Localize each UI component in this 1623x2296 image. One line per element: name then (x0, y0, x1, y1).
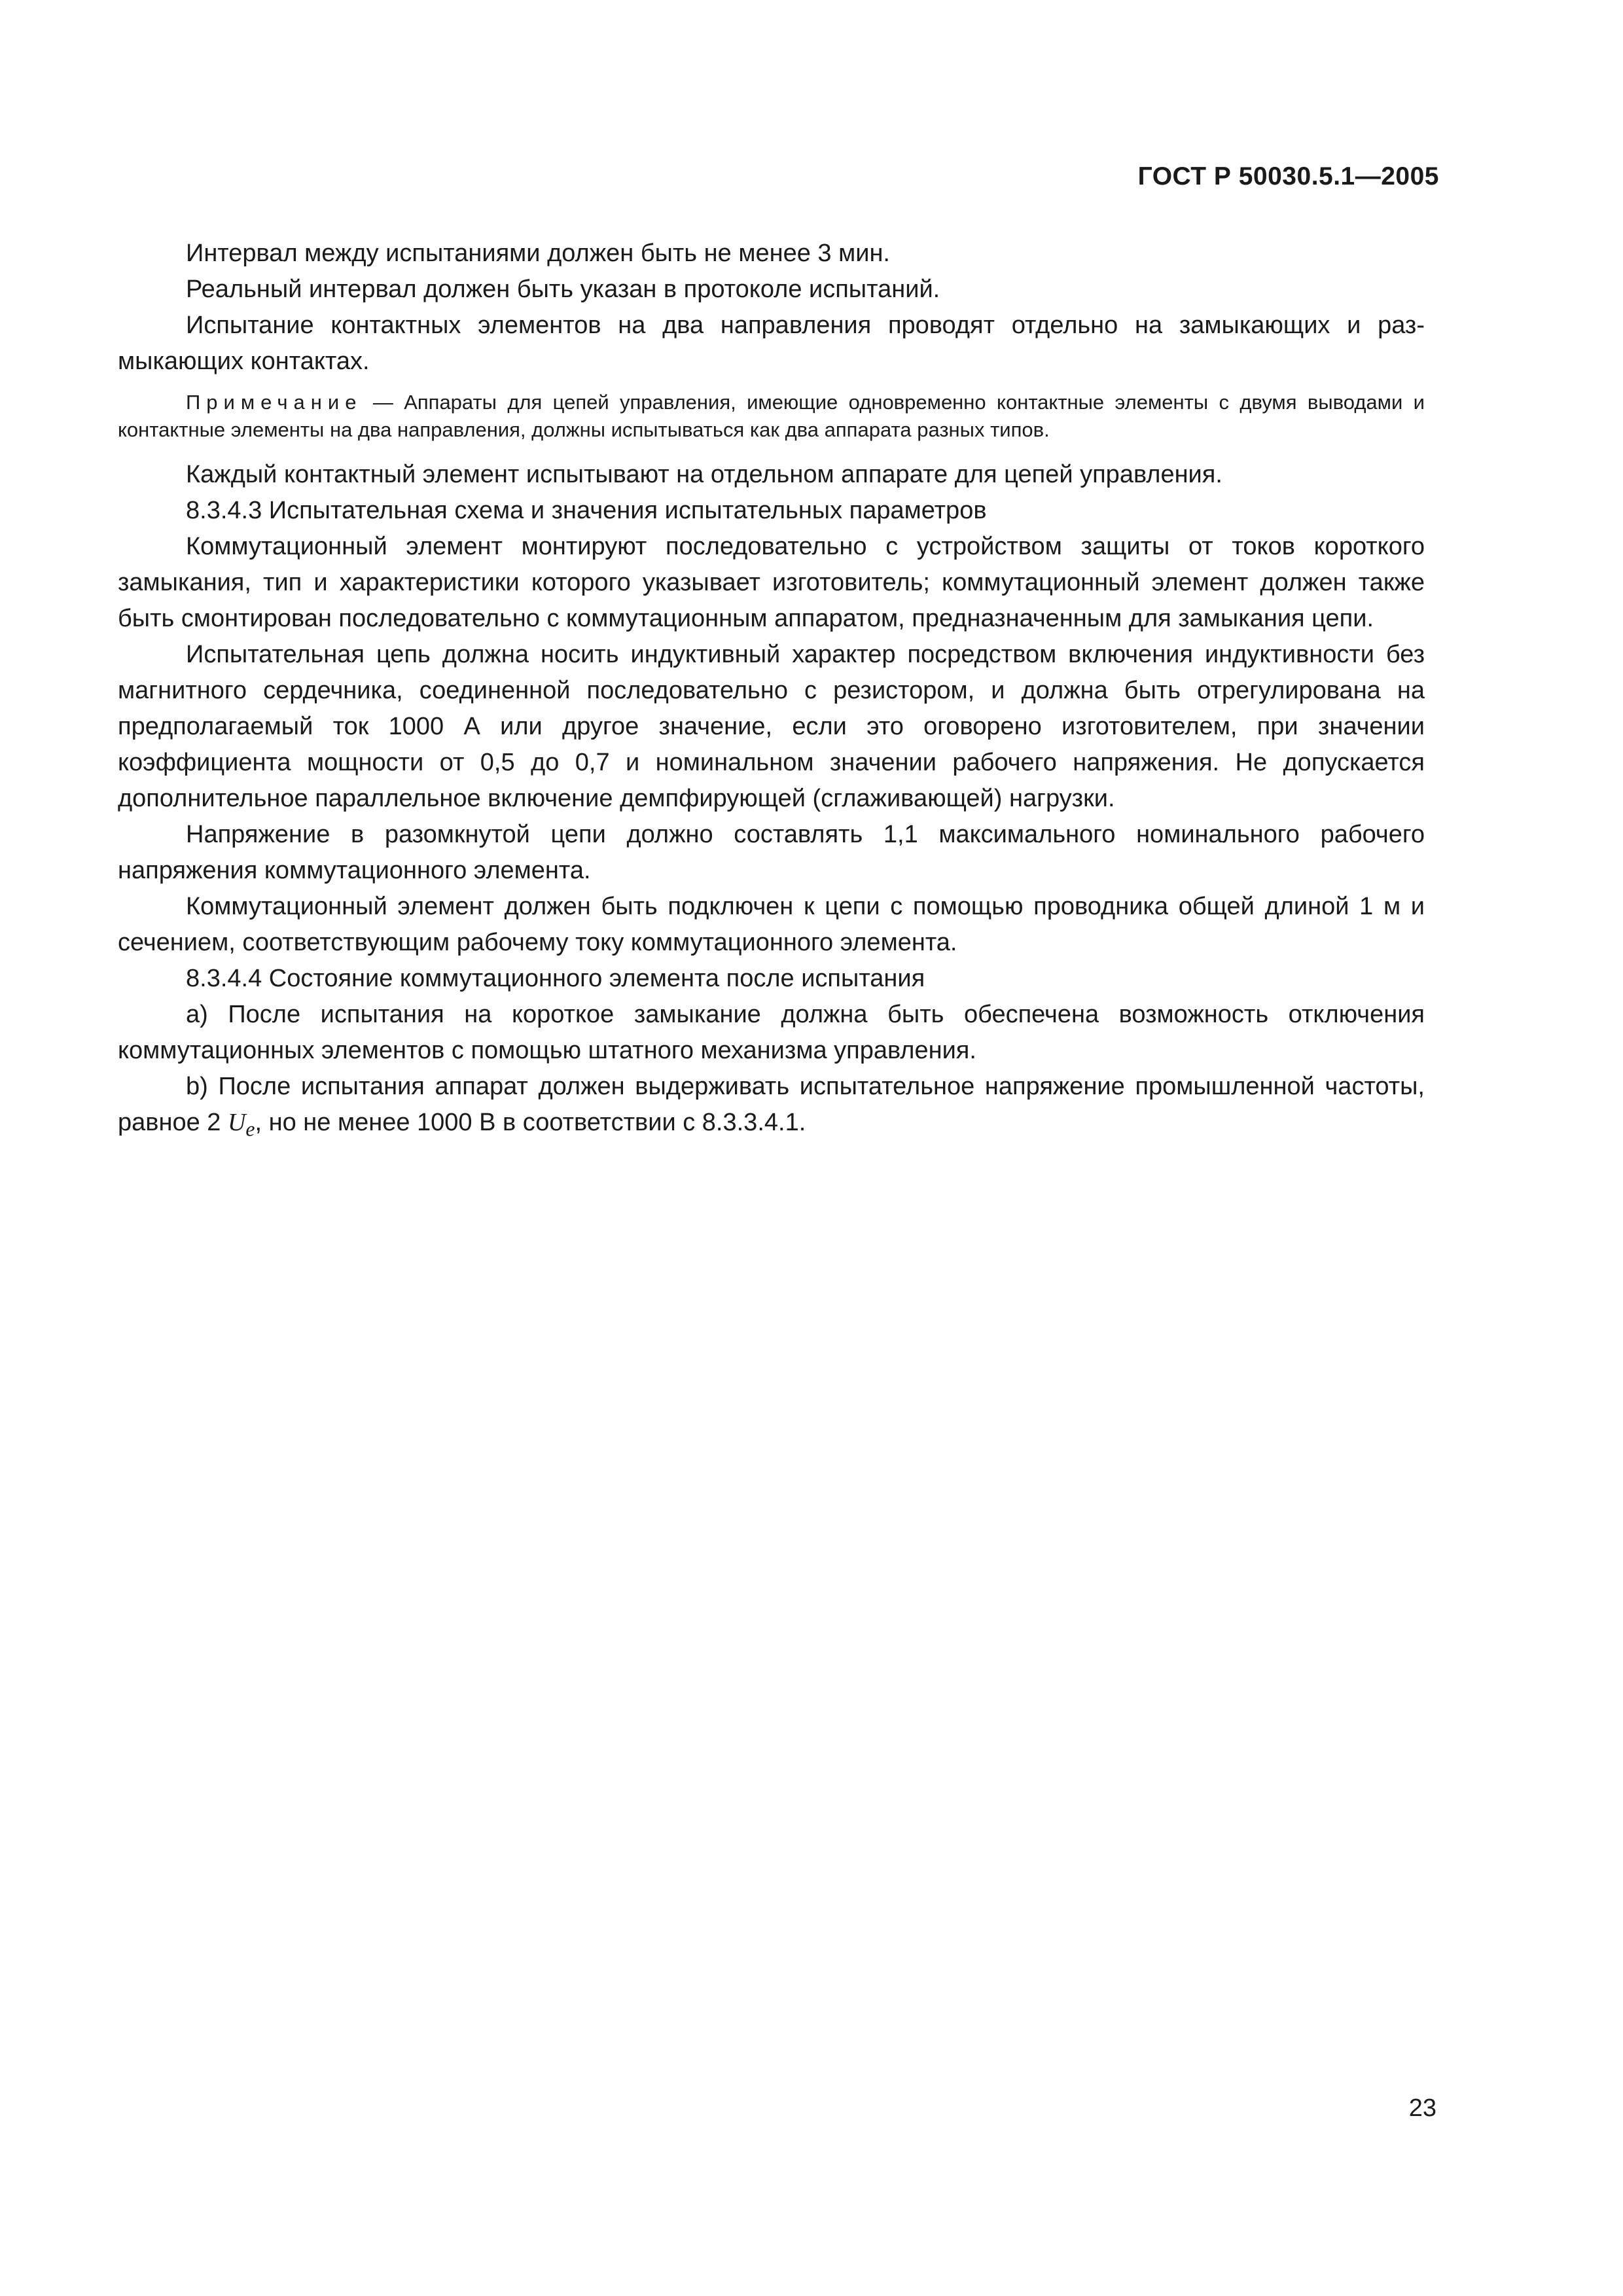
list-item: a) После испытания на короткое замыкание должна быть обеспечена возможность отключения коммутационных элементов с помощью штатного механизма управления. (118, 1001, 1425, 1064)
section-heading: 8.3.4.3 Испытательная схема и значения испытательных параметров (186, 497, 987, 524)
text-run: b) После испытания аппарат должен выдерживать испытательное напряжение промышленной частоты, равное 2 (118, 1073, 1425, 1136)
paragraph: Интервал между испытаниями должен быть не менее 3 мин. (186, 240, 890, 267)
paragraph: Каждый контактный элемент испытывают на отдельном аппарате для цепей управления. (186, 461, 1222, 488)
text-run: , но не менее 1000 В в соответствии с 8.3.3.4.1. (255, 1109, 806, 1136)
document-code: ГОСТ Р 50030.5.1—2005 (1137, 162, 1439, 190)
note-text: — Аппараты для цепей управления, имеющие одновременно контактные элементы с двумя выводами и контактные элементы на два направления, должны испытываться как два аппарата разных типов. (118, 391, 1425, 441)
voltage-symbol: U (227, 1109, 246, 1136)
paragraph: Коммутационный элемент монтируют последовательно с устройством защиты от токов короткого замыкания, тип и характеристики которого указывает изготовитель; коммутационный элемент должен также быть смонтирован последовательно с коммутационным аппаратом, предназначенным для замыкания цепи. (118, 533, 1425, 632)
paragraph: Напряжение в разомкнутой цепи должно составлять 1,1 максимального номинального рабочего напряжения коммутационного элемента. (118, 821, 1425, 884)
page-number: 23 (1408, 2094, 1436, 2122)
paragraph: Испытательная цепь должна носить индуктивный характер посредством включения индуктивности без магнитного сердечника, соединенной последовательно с резистором, и должна быть отрегулирована на предполагаемый ток 1000 А или другое значение, если это оговорено изготовителем, при значении коэффициента мощности от 0,5 до 0,7 и номинальном значении рабочего напряжения. Не допускается дополнительное параллельное включение демпфирующей (сглаживающей) нагрузки. (118, 641, 1425, 812)
paragraph: Испытание контактных элементов на два направления проводят отдельно на замыкающих и размыкающих контактах. (118, 312, 1425, 375)
section-heading: 8.3.4.4 Состояние коммутационного элемента после испытания (186, 965, 925, 992)
note (118, 389, 1425, 444)
note-label: Примечание (186, 391, 363, 414)
paragraph: Реальный интервал должен быть указан в протоколе испытаний. (186, 276, 940, 303)
list-item (118, 1069, 1425, 1147)
voltage-subscript: e (245, 1117, 255, 1141)
paragraph: Коммутационный элемент должен быть подключен к цепи с помощью проводника общей длиной 1 м и сечением, соответствующим рабочему току коммутационного элемента. (118, 893, 1425, 956)
document-body (118, 236, 1425, 1147)
